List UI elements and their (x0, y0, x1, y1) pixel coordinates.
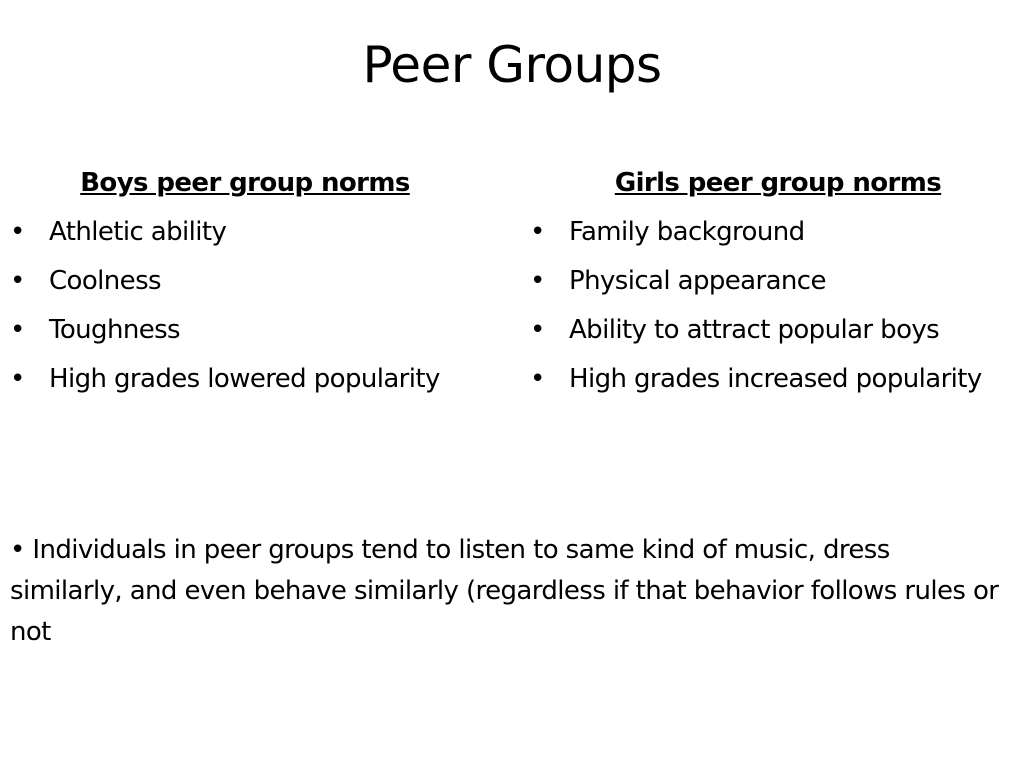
list-item-text: Ability to attract popular boys (569, 315, 940, 345)
list-item (8, 310, 508, 351)
list-item (528, 212, 1018, 253)
bullet-icon: • (530, 364, 545, 394)
girls-norms-column (528, 166, 1018, 408)
list-item-text: Toughness (49, 315, 180, 345)
list-item-text: High grades lowered popularity (49, 364, 440, 394)
bullet-icon: • (10, 364, 25, 394)
list-item-text: Athletic ability (49, 217, 227, 247)
list-item (8, 359, 508, 400)
slide-title: Peer Groups (362, 36, 662, 94)
list-item-text: High grades increased popularity (569, 364, 982, 394)
boys-norms-column (8, 166, 508, 408)
list-item (528, 261, 1018, 302)
list-item (528, 359, 1018, 400)
summary-note: • Individuals in peer groups tend to listen to same kind of music, dress similarly, and even behave similarly (regardless if that behavior follows rules or not (10, 535, 999, 647)
list-item-text: Family background (569, 217, 805, 247)
bullet-icon: • (530, 217, 545, 247)
girls-norms-heading: Girls peer group norms (614, 168, 942, 198)
girls-norms-list (528, 212, 1018, 400)
list-item-text: Physical appearance (569, 266, 826, 296)
bullet-icon: • (10, 315, 25, 345)
list-item-text: Coolness (49, 266, 161, 296)
list-item (8, 212, 508, 253)
boys-norms-heading: Boys peer group norms (80, 168, 410, 198)
bullet-icon: • (10, 217, 25, 247)
bullet-icon: • (530, 315, 545, 345)
list-item (528, 310, 1018, 351)
bullet-icon: • (530, 266, 545, 296)
list-item (8, 261, 508, 302)
bullet-icon: • (10, 266, 25, 296)
boys-norms-list (8, 212, 508, 400)
